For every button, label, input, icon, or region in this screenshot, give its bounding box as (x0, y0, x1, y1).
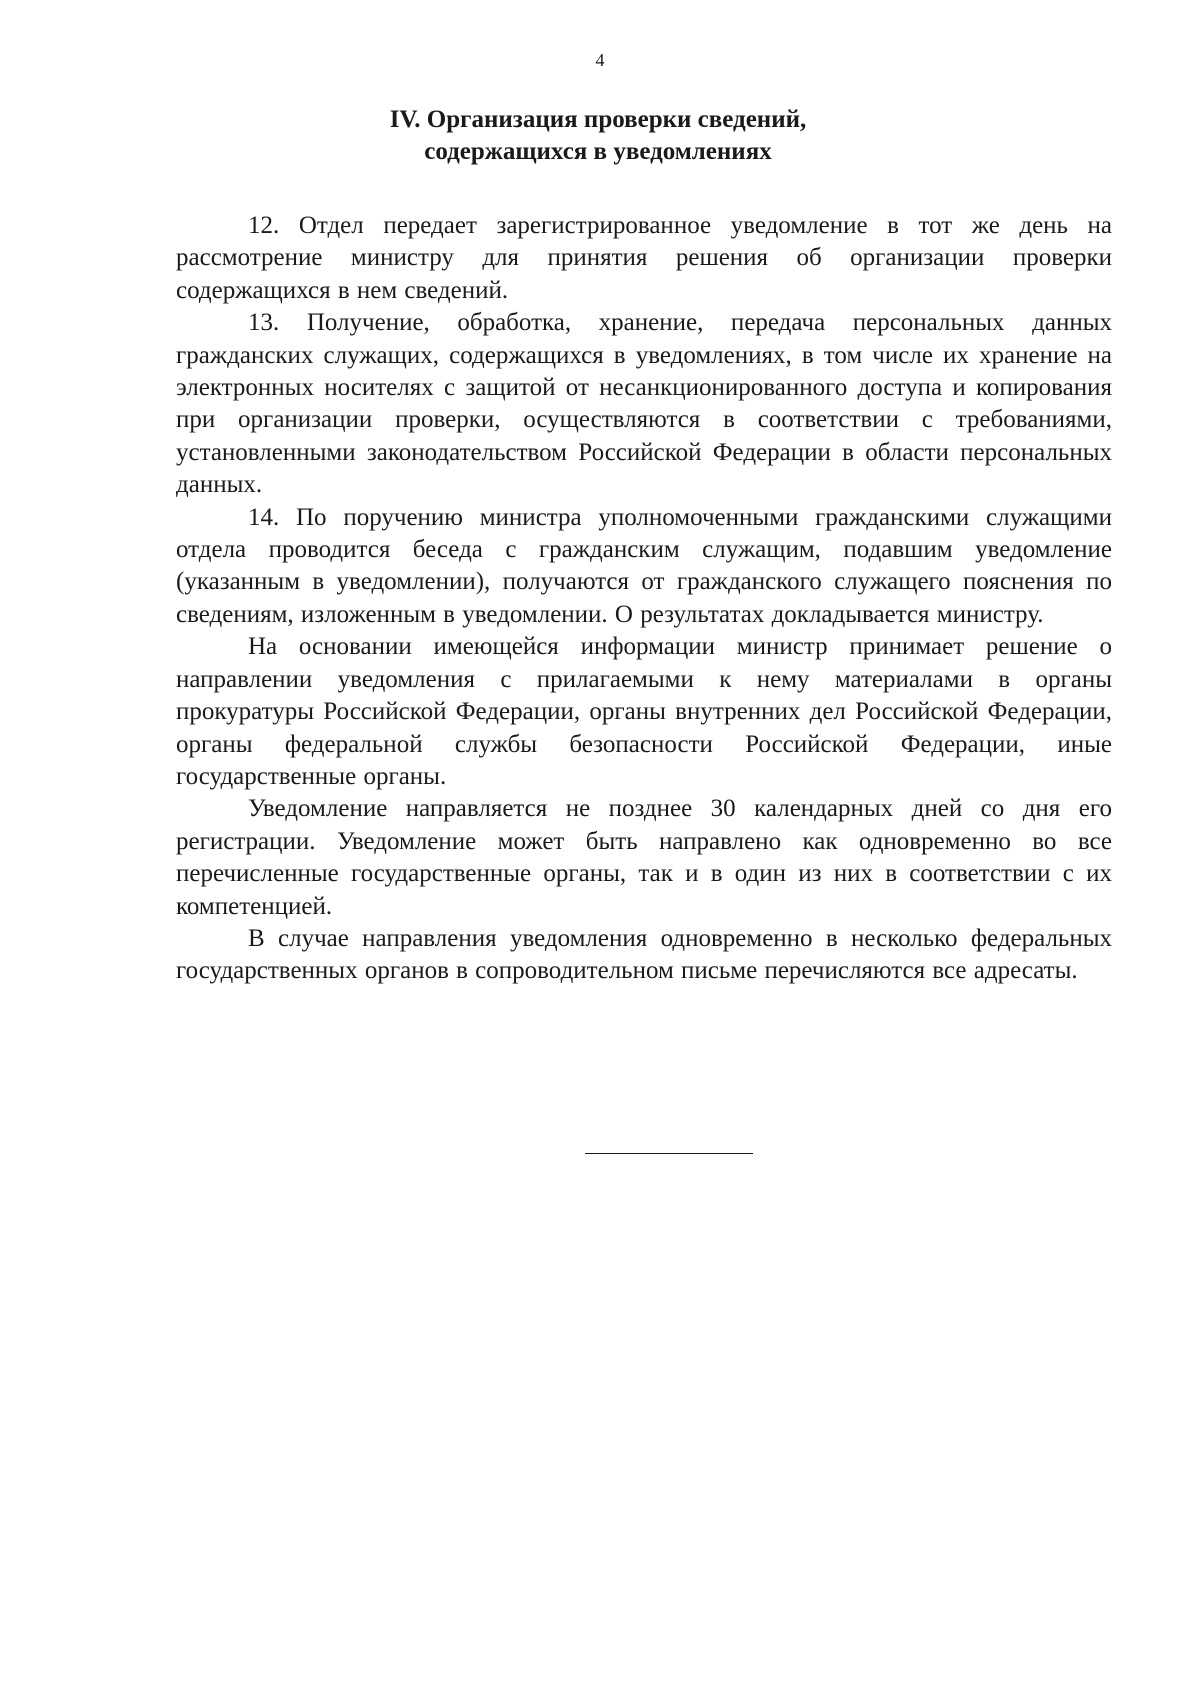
paragraph-addressees: В случае направления уведомления одновременно в несколько федеральных государственных органов в сопроводительном письме перечисляются все адресаты. (176, 924, 1112, 985)
paragraph-decision: На основании имеющейся информации министр принимает решение о направлении уведомления с прилагаемыми к нему материалами в органы прокуратуры Российской Федерации, органы внутренних дел Российской Федерации, органы федеральной службы безопасности Российской Федерации, иные государственные органы. (176, 633, 1112, 790)
paragraph-13: 13. Получение, обработка, хранение, передача персональных данных гражданских служащих, содержащихся в уведомлениях, в том числе их хранение на электронных носителях с защитой от несанкционированного доступа и копирования при организации проверки, осуществляются в соответствии с требованиями, установленными законодательством Российской Федерации в области персональных данных. (176, 309, 1112, 499)
section-heading-line-2: содержащихся в уведомлениях (424, 138, 772, 165)
paragraph-14: 14. По поручению министра уполномоченными гражданскими служащими отдела проводится беседа с гражданским служащим, подавшим уведомление (указанным в уведомлении), получаются от гражданского служащего пояснения по сведениям, изложенным в уведомлении. О результатах докладывается министру. (176, 503, 1112, 628)
paragraph-deadline: Уведомление направляется не позднее 30 календарных дней со дня его регистрации. Уведомление может быть направлено как одновременно во все перечисленные государственные органы, так и в один из них в соответствии с их компетенцией. (176, 795, 1112, 920)
paragraph-12: 12. Отдел передает зарегистрированное уведомление в тот же день на рассмотрение министру для принятия решения об организации проверки содержащихся в нем сведений. (176, 212, 1112, 304)
page-number: 4 (595, 50, 605, 70)
section-heading (160, 104, 1036, 168)
document-body (176, 210, 1112, 988)
end-separator-line (585, 1153, 753, 1154)
section-heading-line-1: IV. Организация проверки сведений, (389, 106, 807, 133)
